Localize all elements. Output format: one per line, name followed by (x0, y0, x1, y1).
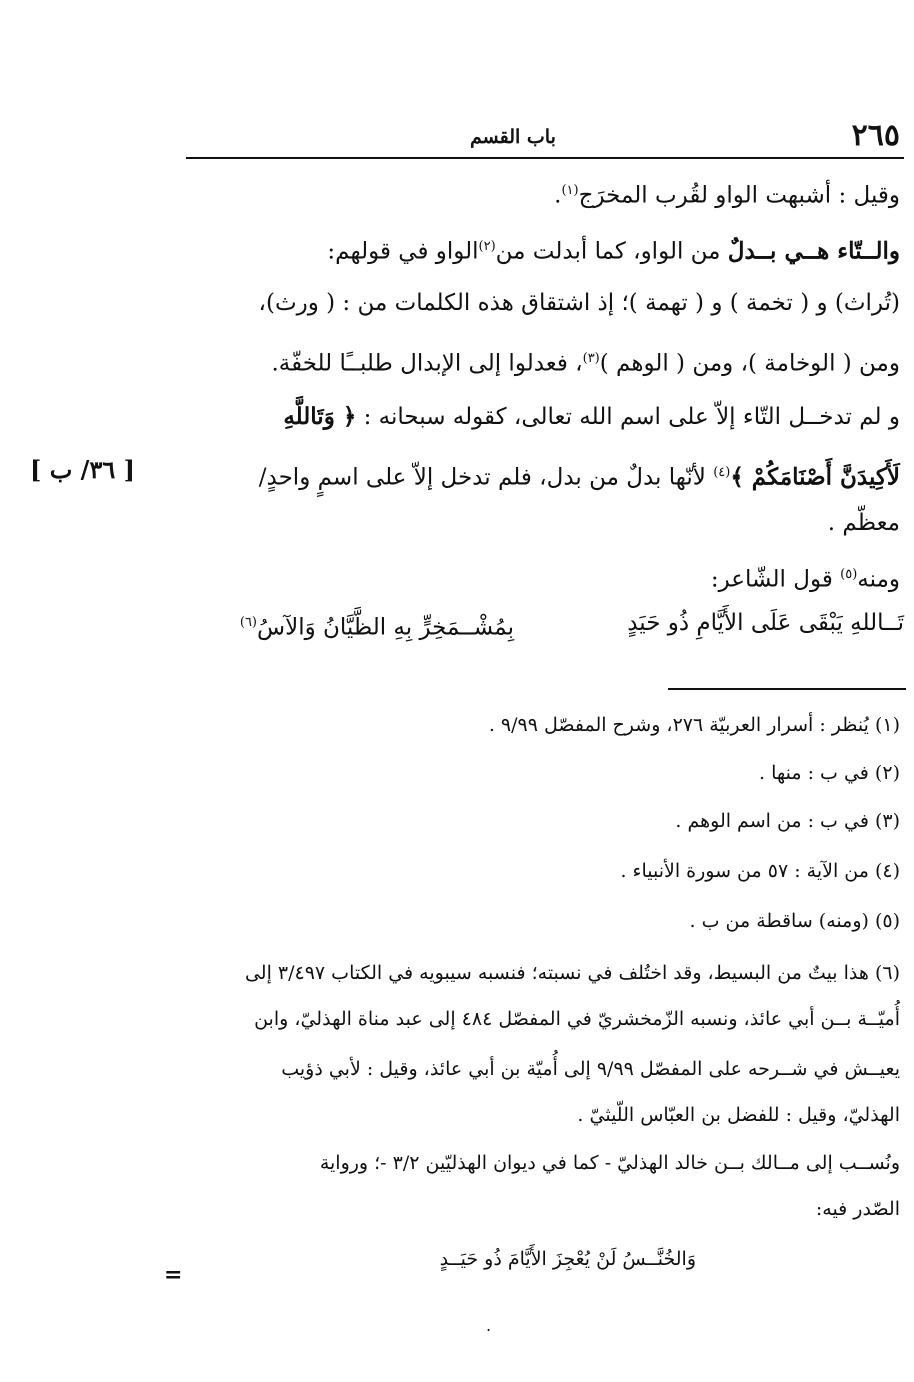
footnote-2: (٢) في ب : منها . (759, 762, 900, 784)
footnote-1: (١) يُنظر : أسرار العربيّة ٢٧٦، وشرح المفصّل ٩/٩٩ . (488, 714, 900, 736)
verse-hemistich-second (240, 608, 514, 643)
quran-quote: ﴿ وَتَاللَّهِ (283, 403, 357, 430)
footnote-6-line-2: أُميّــة بــن أبي عائذ، ونسبه الزّمخشريّ في المفصّل ٤٨٤ إلى عبد مناة الهذليّ، وابن (254, 1008, 900, 1030)
continuation-mark: = (164, 1262, 183, 1288)
body-line-1: وقيل : أشبهت الواو لقُرب المخرَج$^{(١)}$. (554, 182, 900, 209)
footnote-6-line-4: الهذليّ، وقيل : للفضل بن العبّاس اللّيثيّ . (577, 1104, 900, 1126)
footnote-ref: (٢) (478, 239, 496, 254)
body-line-7: معظّم . (827, 510, 900, 536)
body-text: ، فعدلوا إلى الإبدال طلبــًا للخفّة. (271, 350, 583, 377)
footnote-6-line-3: يعيــش في شــرحه على المفصّل ٩/٩٩ إلى أُميّة بن أبي عائذ، وقيل : لأبي ذؤيب (281, 1058, 900, 1080)
body-line-2 (327, 232, 900, 267)
footnote-ref: (٣) (582, 351, 600, 366)
body-bold-text: والــتّاء هــي بــدلٌ (727, 237, 900, 265)
footnote-ref: (١) (561, 183, 579, 198)
verse-hemistich-first: تَــاللهِ يَبْقَى عَلَى الأَيَّامِ ذُو حَيَدٍ (627, 610, 904, 636)
body-line-3: (تُراث) و ( تخمة ) و ( تهمة )؛ إذ اشتقاق هذه الكلمات من : ( ورث)، (258, 290, 900, 316)
verse-text: بِمُشْــمَخِرٍّ بِهِ الظَّيَّانُ وَالآسُ (257, 614, 514, 641)
footnote-6-line-5: ونُســب إلى مــالك بــن خالد الهذليّ - كما في ديوان الهذليّين ٣/٢ -؛ ورواية (319, 1152, 900, 1174)
footnote-6-line-6: الصّدر فيه: (815, 1198, 900, 1220)
footnote-ref: (٥) (840, 567, 858, 582)
footnote-4: (٤) من الآية : ٥٧ من سورة الأنبياء . (620, 860, 900, 882)
manuscript-folio-note: [ ٣٦/ ب ] (30, 455, 135, 484)
page-number: ٢٦٥ (851, 118, 900, 153)
footnote-3: (٣) في ب : من اسم الوهم . (675, 810, 900, 832)
footnote-ref: (٦) (239, 615, 257, 630)
page-dot: . (486, 1316, 492, 1335)
body-text: لأنّها بدلٌ من بدل، فلم تدخل إلاّ على اسمٍ واحدٍ/ (258, 464, 714, 491)
body-text: قول الشّاعر: (710, 566, 841, 593)
footnote-6-line-1: (٦) هذا بيتٌ من البسيط، وقد اختُلف في نسبته؛ فنسبه سيبويه في الكتاب ٣/٤٩٧ إلى (244, 962, 900, 984)
body-line-4 (271, 344, 900, 379)
body-line-6 (259, 458, 900, 493)
body-text: وقيل : أشبهت الواو لقُرب المخرَج (578, 182, 900, 209)
footnote-6-verse: وَالخُنَّــسُ لَنْ يُعْجِزَ الأَيَّامَ ذُو حَيَــدٍ (439, 1248, 696, 1270)
body-text: الواو في قولهم: (327, 238, 479, 265)
running-head: باب القسم (470, 126, 556, 148)
body-text: ومنه (857, 566, 900, 593)
body-text: و لم تدخــل التّاء إلاّ على اسم الله تعالى، كقوله سبحانه : (356, 404, 900, 430)
footnote-ref: (٤) (713, 465, 731, 480)
body-text: من الواو، كما أبدلت من (495, 238, 728, 265)
footnote-separator (668, 688, 906, 690)
body-line-5 (283, 402, 900, 432)
footnote-5: (٥) (ومنه) ساقطة من ب . (689, 910, 900, 932)
body-line-8 (711, 560, 900, 595)
quran-quote: لَأَكِيدَنَّ أَصْنَامَكُمْ ﴾ (730, 463, 900, 491)
body-text: ومن ( الوخامة )، ومن ( الوهم ) (599, 350, 900, 377)
header-rule (186, 157, 904, 159)
